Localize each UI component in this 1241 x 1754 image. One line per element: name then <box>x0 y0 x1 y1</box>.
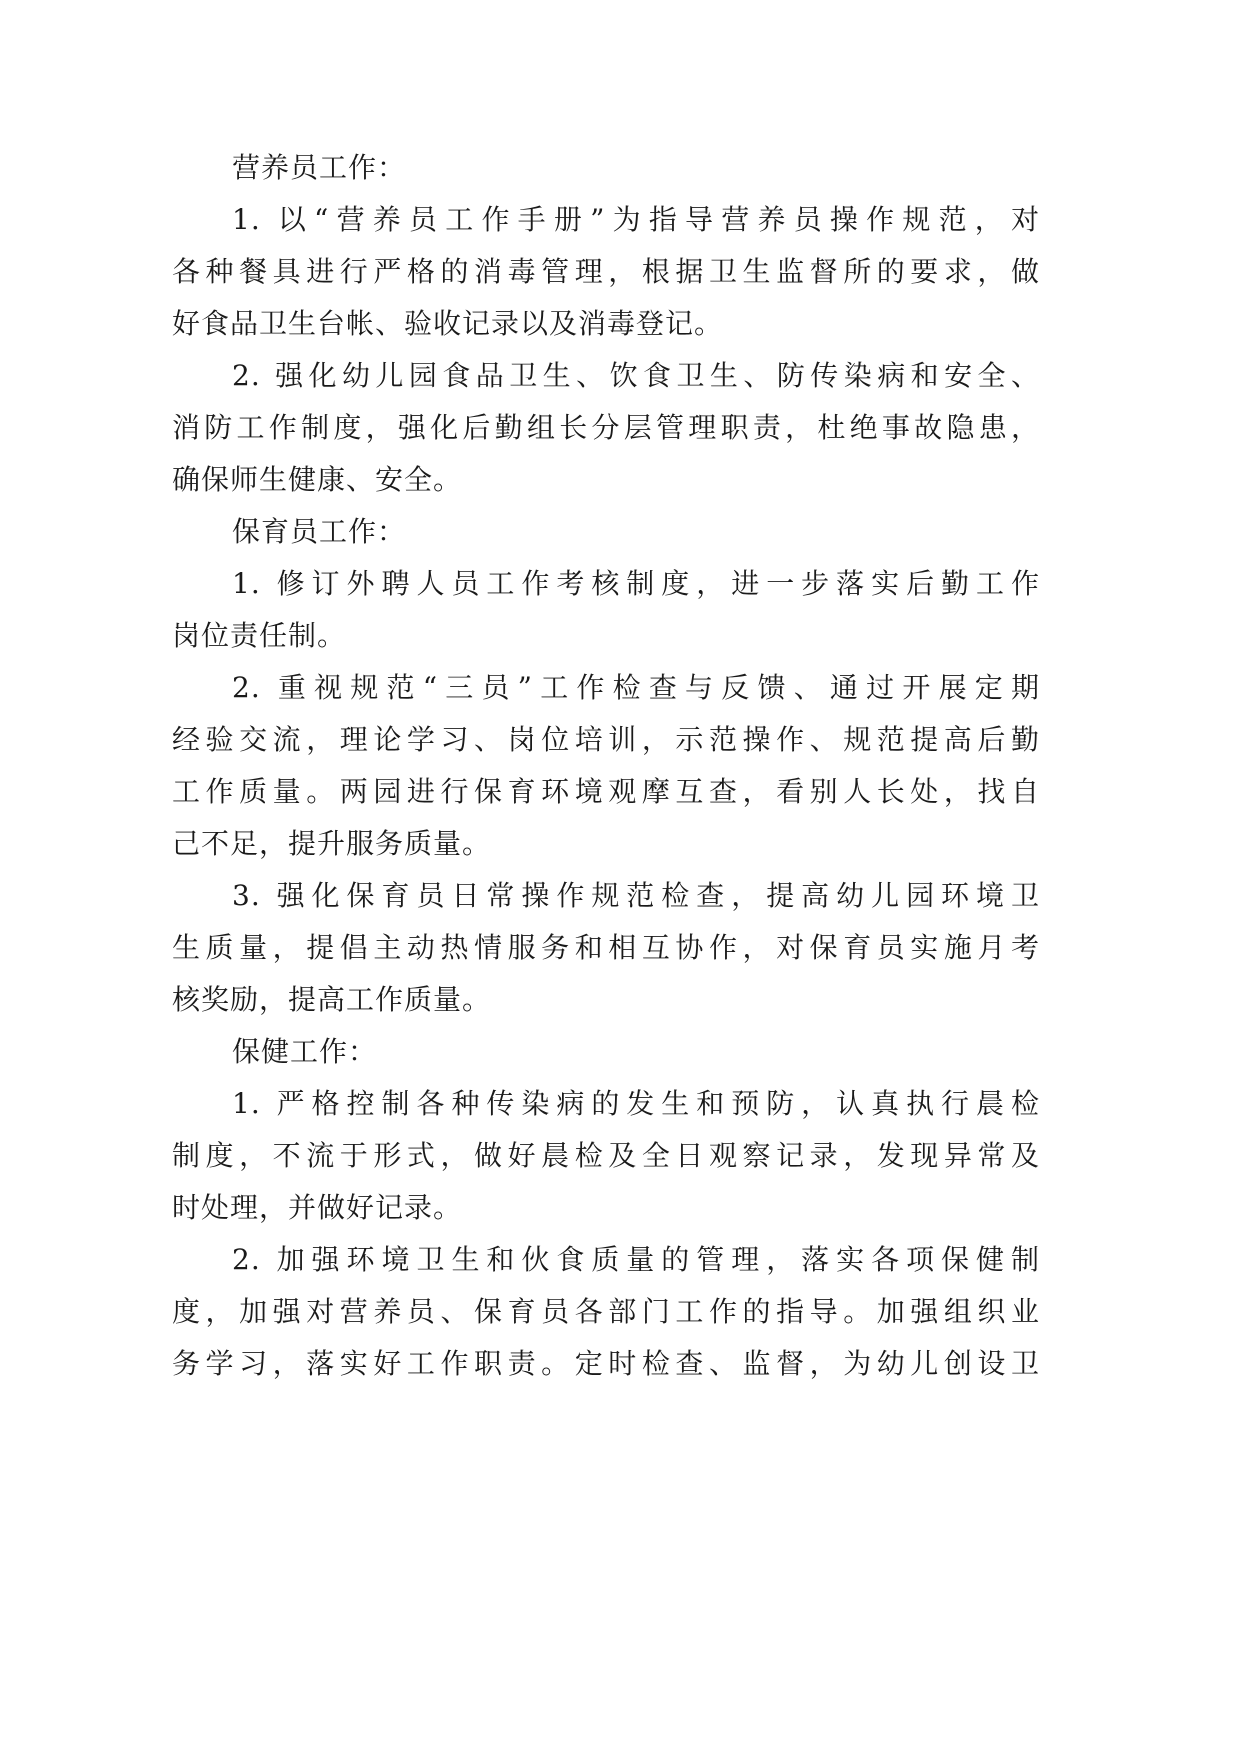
paragraph-line: 核奖励，提高工作质量。 <box>172 983 492 1016</box>
paragraph-line: 好食品卫生台帐、验收记录以及消毒登记。 <box>172 307 724 340</box>
paragraph-line: 各种餐具进行严格的消毒管理，根据卫生监督所的要求，做 <box>172 255 1040 288</box>
paragraph-line: 2. 重视规范“三员”工作检查与反馈、通过开展定期 <box>232 671 1040 704</box>
paragraph-line: 度，加强对营养员、保育员各部门工作的指导。加强组织业 <box>172 1295 1040 1328</box>
list-item <box>172 870 1040 1026</box>
list-item <box>172 662 1040 870</box>
section-heading: 营养员工作： <box>232 151 407 184</box>
section-nutritionist <box>172 142 1040 506</box>
paragraph-line: 消防工作制度，强化后勤组长分层管理职责，杜绝事故隐患， <box>172 411 1040 444</box>
paragraph-line: 经验交流，理论学习、岗位培训，示范操作、规范提高后勤 <box>172 723 1040 756</box>
section-heading: 保育员工作： <box>232 515 407 548</box>
section-health-care <box>172 1026 1040 1390</box>
paragraph-line: 制度，不流于形式，做好晨检及全日观察记录，发现异常及 <box>172 1139 1040 1172</box>
paragraph-line: 工作质量。两园进行保育环境观摩互查，看别人长处，找自 <box>172 775 1040 808</box>
paragraph-line: 生质量，提倡主动热情服务和相互协作，对保育员实施月考 <box>172 931 1040 964</box>
list-item <box>172 350 1040 506</box>
paragraph-line: 1. 严格控制各种传染病的发生和预防，认真执行晨检 <box>232 1087 1040 1120</box>
paragraph-line: 1. 以“营养员工作手册”为指导营养员操作规范，对 <box>232 203 1040 236</box>
section-heading: 保健工作： <box>232 1035 378 1068</box>
list-item <box>172 194 1040 350</box>
paragraph-line: 时处理，并做好记录。 <box>172 1191 463 1224</box>
paragraph-line: 确保师生健康、安全。 <box>172 463 463 496</box>
document-body <box>172 142 1040 1390</box>
paragraph-line: 己不足，提升服务质量。 <box>172 827 492 860</box>
paragraph-line: 3. 强化保育员日常操作规范检查，提高幼儿园环境卫 <box>232 879 1040 912</box>
paragraph-line: 务学习，落实好工作职责。定时检查、监督，为幼儿创设卫 <box>172 1347 1040 1380</box>
paragraph-line: 2. 加强环境卫生和伙食质量的管理，落实各项保健制 <box>232 1243 1040 1276</box>
paragraph-line: 岗位责任制。 <box>172 619 347 652</box>
list-item <box>172 1078 1040 1234</box>
list-item <box>172 1234 1040 1390</box>
paragraph-line: 1. 修订外聘人员工作考核制度，进一步落实后勤工作 <box>232 567 1040 600</box>
paragraph-line: 2. 强化幼儿园食品卫生、饮食卫生、防传染病和安全、 <box>232 359 1040 392</box>
section-childcare-worker <box>172 506 1040 1026</box>
list-item <box>172 558 1040 662</box>
